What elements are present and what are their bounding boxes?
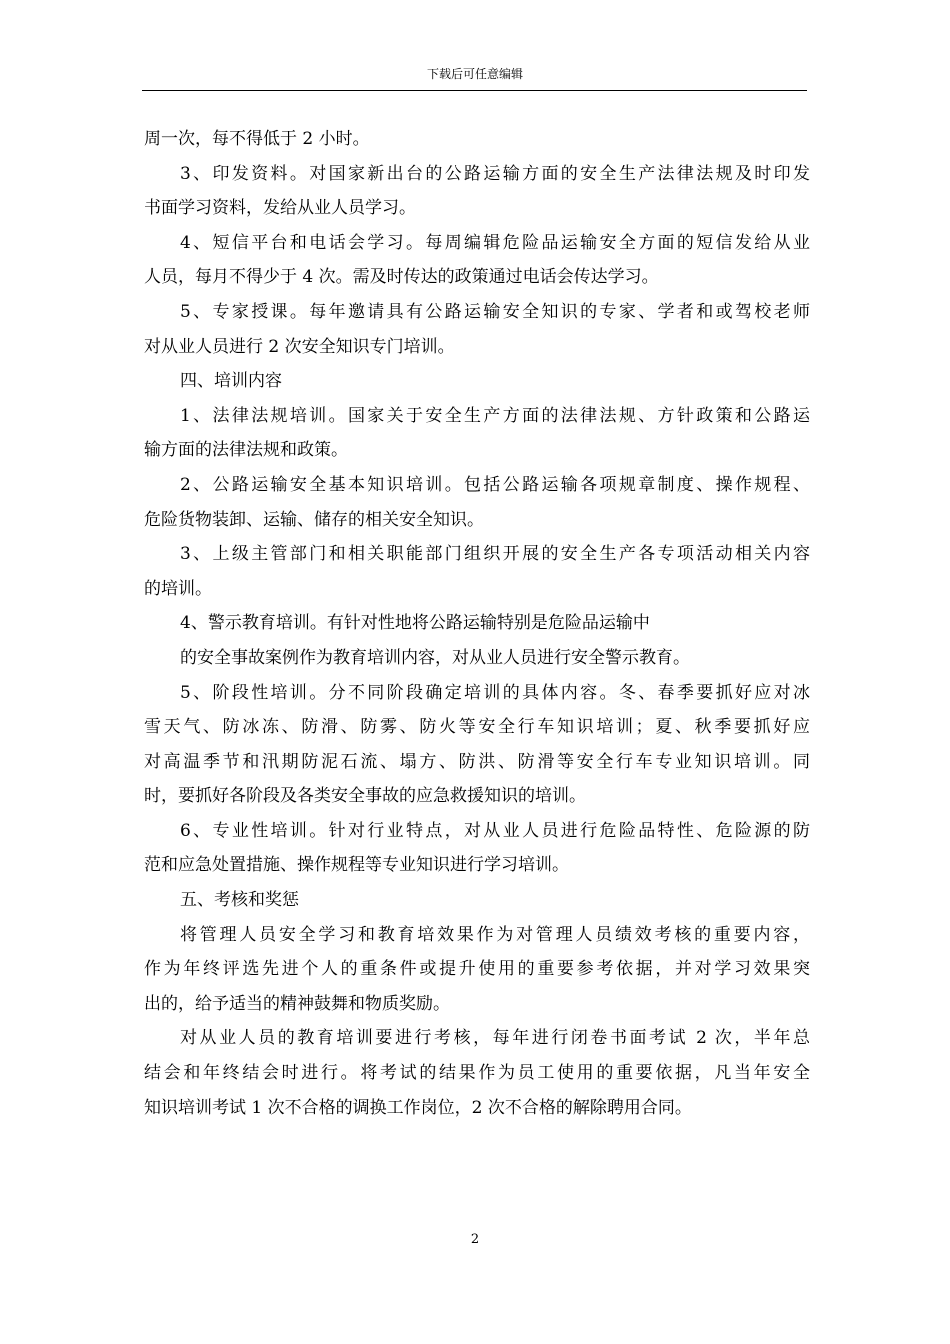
text-line: 书面学习资料，发给从业人员学习。 <box>144 198 416 219</box>
text-line: 对从业人员进行 2 次安全知识专门培训。 <box>144 336 455 357</box>
text-line: 输方面的法律法规和政策。 <box>144 440 348 461</box>
text-line: 5、专家授课。每年邀请具有公路运输安全知识的专家、学者和或驾校老师 <box>180 301 810 322</box>
page-number: 2 <box>470 1232 480 1247</box>
text-line: 五、考核和奖惩 <box>180 890 299 911</box>
text-line: 对从业人员的教育培训要进行考核，每年进行闭卷书面考试 2 次，半年总 <box>180 1028 810 1049</box>
document-body <box>144 122 810 1125</box>
text-line: 危险货物装卸、运输、储存的相关安全知识。 <box>144 509 484 530</box>
text-line: 范和应急处置措施、操作规程等专业知识进行学习培训。 <box>144 855 569 876</box>
text-line: 知识培训考试 1 次不合格的调换工作岗位，2 次不合格的解除聘用合同。 <box>144 1097 692 1118</box>
text-line: 1、法律法规培训。国家关于安全生产方面的法律法规、方针政策和公路运 <box>180 405 810 426</box>
text-line: 2、公路运输安全基本知识培训。包括公路运输各项规章制度、操作规程、 <box>180 474 810 495</box>
text-line: 四、培训内容 <box>180 371 282 392</box>
text-line: 6、专业性培训。针对行业特点，对从业人员进行危险品特性、危险源的防 <box>180 820 810 841</box>
text-line: 人员，每月不得少于 4 次。需及时传达的政策通过电话会传达学习。 <box>144 267 659 288</box>
text-line: 对高温季节和汛期防泥石流、塌方、防洪、防滑等安全行车专业知识培训。同 <box>144 751 810 772</box>
text-line: 的安全事故案例作为教育培训内容，对从业人员进行安全警示教育。 <box>180 647 690 668</box>
text-line: 周一次，每不得低于 2 小时。 <box>144 129 370 149</box>
text-line: 3、印发资料。对国家新出台的公路运输方面的安全生产法律法规及时印发 <box>180 163 810 184</box>
text-line: 将管理人员安全学习和教育培效果作为对管理人员绩效考核的重要内容， <box>180 924 810 945</box>
text-line: 4、短信平台和电话会学习。每周编辑危险品运输安全方面的短信发给从业 <box>180 232 810 253</box>
header-divider <box>142 90 807 91</box>
text-line: 3、上级主管部门和相关职能部门组织开展的安全生产各专项活动相关内容 <box>180 544 810 565</box>
text-line: 的培训。 <box>144 578 212 599</box>
text-line: 结会和年终结会时进行。将考试的结果作为员工使用的重要依据，凡当年安全 <box>144 1063 810 1084</box>
text-line: 4、警示教育培训。有针对性地将公路运输特别是危险品运输中 <box>180 613 650 634</box>
text-line: 时，要抓好各阶段及各类安全事故的应急救援知识的培训。 <box>144 786 586 807</box>
page-header: 下载后可任意编辑 <box>426 67 523 81</box>
text-line: 作为年终评选先进个人的重条件或提升使用的重要参考依据，并对学习效果突 <box>144 959 810 980</box>
text-line: 雪天气、防冰冻、防滑、防雾、防火等安全行车知识培训；夏、秋季要抓好应 <box>144 717 810 738</box>
text-line: 5、阶段性培训。分不同阶段确定培训的具体内容。冬、春季要抓好应对冰 <box>180 682 810 703</box>
text-line: 出的，给予适当的精神鼓舞和物质奖励。 <box>144 993 450 1014</box>
